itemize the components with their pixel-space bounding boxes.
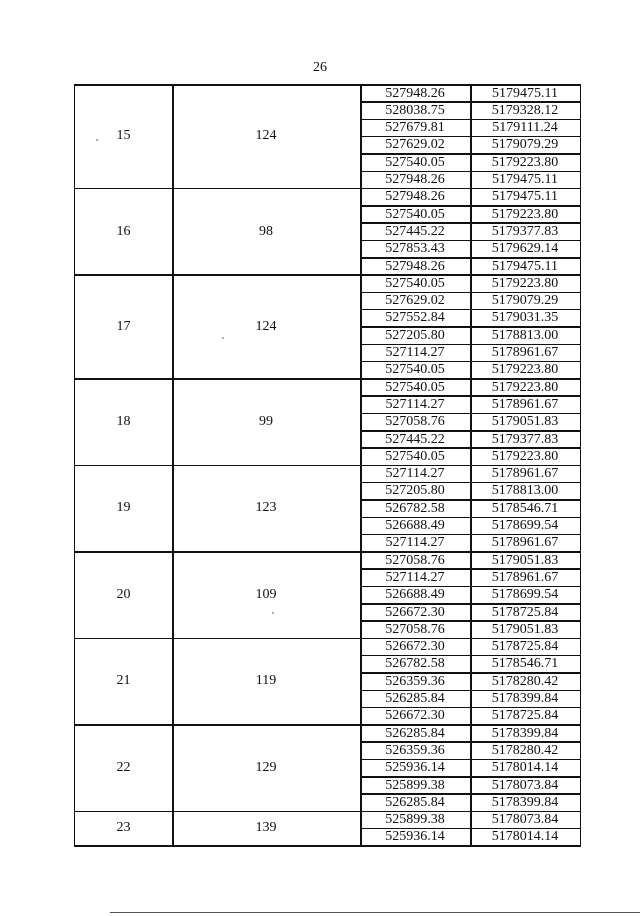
x-coordinate-cell: 527114.27 bbox=[385, 535, 445, 551]
x-coordinate-cell: 527114.27 bbox=[385, 345, 445, 360]
y-coordinate-cell: 5178399.84 bbox=[491, 725, 559, 741]
x-coordinate-cell: 527540.05 bbox=[385, 154, 445, 170]
x-coordinate-cell: 527205.80 bbox=[385, 327, 445, 343]
x-coordinate-cell: 526672.30 bbox=[385, 604, 445, 620]
y-coordinate-cell: 5178073.84 bbox=[491, 812, 559, 828]
y-coordinate-cell: 5179629.14 bbox=[491, 241, 559, 257]
y-coordinate-cell: 5179223.80 bbox=[491, 362, 559, 378]
x-coordinate-cell: 526359.36 bbox=[385, 673, 445, 689]
y-coordinate-cell: 5179223.80 bbox=[491, 448, 559, 464]
x-coordinate-cell: 527058.76 bbox=[385, 621, 445, 637]
plot-value-cell: 119 bbox=[255, 673, 277, 689]
x-coordinate-cell: 527058.76 bbox=[385, 552, 445, 568]
y-coordinate-cell: 5179223.80 bbox=[491, 206, 559, 222]
y-coordinate-cell: 5179031.35 bbox=[491, 310, 559, 326]
plot-value-cell: 109 bbox=[255, 586, 277, 602]
y-coordinate-cell: 5178725.84 bbox=[491, 604, 559, 620]
plot-id-cell: 22 bbox=[116, 759, 131, 775]
y-coordinate-cell: 5178699.54 bbox=[491, 587, 559, 603]
x-coordinate-cell: 527540.05 bbox=[385, 206, 445, 222]
plot-value-cell: 99 bbox=[259, 413, 273, 429]
page-bottom-rule bbox=[110, 912, 640, 913]
y-coordinate-cell: 5179223.80 bbox=[491, 379, 559, 395]
x-coordinate-cell: 525936.14 bbox=[385, 829, 445, 845]
x-coordinate-cell: 526688.49 bbox=[385, 587, 445, 603]
y-coordinate-cell: 5179475.11 bbox=[492, 258, 558, 274]
group-divider bbox=[75, 845, 580, 847]
x-coordinate-cell: 527114.27 bbox=[385, 396, 445, 412]
x-coordinate-cell: 527948.26 bbox=[385, 189, 445, 205]
y-coordinate-cell: 5178725.84 bbox=[491, 708, 559, 724]
y-coordinate-cell: 5178280.42 bbox=[491, 673, 559, 689]
scan-speck bbox=[96, 139, 98, 141]
scan-speck bbox=[272, 612, 274, 614]
x-coordinate-cell: 527948.26 bbox=[385, 85, 445, 101]
y-coordinate-cell: 5178961.67 bbox=[491, 345, 559, 360]
plot-id-cell: 16 bbox=[116, 223, 131, 239]
y-coordinate-cell: 5179051.83 bbox=[491, 414, 559, 430]
y-coordinate-cell: 5178014.14 bbox=[491, 760, 559, 776]
y-coordinate-cell: 5179111.24 bbox=[492, 120, 558, 136]
y-coordinate-cell: 5178961.67 bbox=[491, 535, 559, 551]
plot-id-cell: 21 bbox=[116, 673, 131, 689]
x-coordinate-cell: 527629.02 bbox=[385, 137, 445, 153]
plot-id-cell: 20 bbox=[116, 586, 131, 602]
x-coordinate-cell: 526672.30 bbox=[385, 639, 445, 655]
plot-id-cell: 17 bbox=[116, 318, 131, 334]
y-coordinate-cell: 5178073.84 bbox=[491, 777, 559, 793]
plot-value-cell: 124 bbox=[255, 128, 277, 144]
y-coordinate-cell: 5179051.83 bbox=[491, 552, 559, 568]
y-coordinate-cell: 5179475.11 bbox=[492, 172, 558, 187]
x-coordinate-cell: 525936.14 bbox=[385, 760, 445, 776]
x-coordinate-cell: 527853.43 bbox=[385, 241, 445, 257]
y-coordinate-cell: 5179079.29 bbox=[491, 137, 559, 153]
x-coordinate-cell: 525899.38 bbox=[385, 777, 445, 793]
y-coordinate-cell: 5178961.67 bbox=[491, 396, 559, 412]
x-coordinate-cell: 526359.36 bbox=[385, 742, 445, 758]
y-coordinate-cell: 5179051.83 bbox=[491, 621, 559, 637]
x-coordinate-cell: 527540.05 bbox=[385, 379, 445, 395]
plot-id-cell: 23 bbox=[116, 820, 131, 836]
plot-value-cell: 98 bbox=[259, 223, 273, 239]
x-coordinate-cell: 527540.05 bbox=[385, 448, 445, 464]
y-coordinate-cell: 5179328.12 bbox=[491, 102, 559, 118]
y-coordinate-cell: 5178961.67 bbox=[491, 569, 559, 585]
x-coordinate-cell: 527114.27 bbox=[385, 569, 445, 585]
x-coordinate-cell: 527948.26 bbox=[385, 258, 445, 274]
x-coordinate-cell: 527445.22 bbox=[385, 223, 445, 239]
x-coordinate-cell: 527679.81 bbox=[385, 120, 445, 136]
y-coordinate-cell: 5179475.11 bbox=[492, 85, 558, 101]
coordinates-table bbox=[74, 84, 581, 847]
x-coordinate-cell: 526285.84 bbox=[385, 691, 445, 706]
x-coordinate-cell: 527948.26 bbox=[385, 172, 445, 187]
y-coordinate-cell: 5179223.80 bbox=[491, 154, 559, 170]
page-number: 26 bbox=[313, 60, 327, 75]
x-coordinate-cell: 526672.30 bbox=[385, 708, 445, 724]
y-coordinate-cell: 5178699.54 bbox=[491, 518, 559, 533]
y-coordinate-cell: 5178961.67 bbox=[491, 466, 559, 482]
y-coordinate-cell: 5178546.71 bbox=[491, 500, 559, 516]
plot-value-cell: 123 bbox=[255, 500, 277, 516]
y-coordinate-cell: 5178725.84 bbox=[491, 639, 559, 655]
y-coordinate-cell: 5179079.29 bbox=[491, 293, 559, 309]
y-coordinate-cell: 5178813.00 bbox=[491, 327, 559, 343]
x-coordinate-cell: 527540.05 bbox=[385, 362, 445, 378]
x-coordinate-cell: 526782.58 bbox=[385, 656, 445, 672]
x-coordinate-cell: 525899.38 bbox=[385, 812, 445, 828]
y-coordinate-cell: 5178280.42 bbox=[491, 742, 559, 758]
x-coordinate-cell: 526688.49 bbox=[385, 518, 445, 533]
x-coordinate-cell: 527205.80 bbox=[385, 483, 445, 499]
x-coordinate-cell: 528038.75 bbox=[385, 102, 445, 118]
x-coordinate-cell: 527552.84 bbox=[385, 310, 445, 326]
y-coordinate-cell: 5179377.83 bbox=[491, 223, 559, 239]
scan-speck bbox=[222, 337, 224, 339]
x-coordinate-cell: 526285.84 bbox=[385, 725, 445, 741]
y-coordinate-cell: 5178399.84 bbox=[491, 691, 559, 706]
y-coordinate-cell: 5179223.80 bbox=[491, 275, 559, 291]
plot-value-cell: 124 bbox=[255, 318, 277, 334]
y-coordinate-cell: 5178546.71 bbox=[491, 656, 559, 672]
x-coordinate-cell: 527058.76 bbox=[385, 414, 445, 430]
y-coordinate-cell: 5179475.11 bbox=[492, 189, 558, 205]
plot-id-cell: 19 bbox=[116, 500, 131, 516]
x-coordinate-cell: 527540.05 bbox=[385, 275, 445, 291]
y-coordinate-cell: 5178399.84 bbox=[491, 794, 559, 810]
x-coordinate-cell: 526782.58 bbox=[385, 500, 445, 516]
plot-value-cell: 129 bbox=[255, 759, 277, 775]
y-coordinate-cell: 5179377.83 bbox=[491, 431, 559, 447]
x-coordinate-cell: 527629.02 bbox=[385, 293, 445, 309]
plot-id-cell: 15 bbox=[116, 128, 131, 144]
y-coordinate-cell: 5178813.00 bbox=[491, 483, 559, 499]
y-coordinate-cell: 5178014.14 bbox=[491, 829, 559, 845]
plot-id-cell: 18 bbox=[116, 413, 131, 429]
x-coordinate-cell: 527114.27 bbox=[385, 466, 445, 482]
x-coordinate-cell: 527445.22 bbox=[385, 431, 445, 447]
x-coordinate-cell: 526285.84 bbox=[385, 794, 445, 810]
plot-value-cell: 139 bbox=[255, 820, 277, 836]
